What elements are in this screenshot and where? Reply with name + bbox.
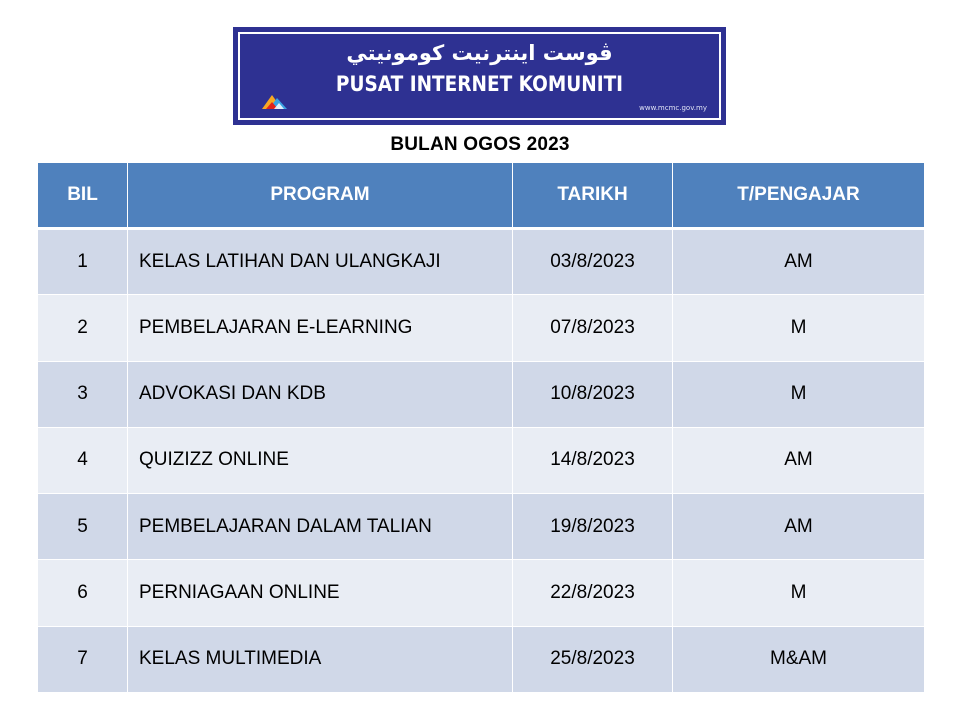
table-row <box>38 229 925 295</box>
banner-jawi-title: ڤوست اينترنيت كومونيتي <box>346 41 613 65</box>
cell-pengajar: M <box>673 295 925 361</box>
mcmc-logo-icon <box>260 89 290 111</box>
cell-tarikh: 03/8/2023 <box>513 229 673 295</box>
cell-program: PEMBELAJARAN DALAM TALIAN <box>128 494 513 560</box>
cell-program: KELAS LATIHAN DAN ULANGKAJI <box>128 229 513 295</box>
cell-pengajar: M <box>673 560 925 626</box>
cell-bil: 3 <box>38 361 128 427</box>
cell-bil: 6 <box>38 560 128 626</box>
header-program: PROGRAM <box>128 163 513 229</box>
cell-tarikh: 07/8/2023 <box>513 295 673 361</box>
cell-tarikh: 10/8/2023 <box>513 361 673 427</box>
cell-pengajar: AM <box>673 229 925 295</box>
cell-program: ADVOKASI DAN KDB <box>128 361 513 427</box>
header-tarikh: TARIKH <box>513 163 673 229</box>
cell-tarikh: 25/8/2023 <box>513 626 673 692</box>
cell-pengajar: M <box>673 361 925 427</box>
banner-title: PUSAT INTERNET KOMUNITI <box>335 72 624 96</box>
cell-pengajar: AM <box>673 427 925 493</box>
cell-bil: 7 <box>38 626 128 692</box>
cell-program: PERNIAGAAN ONLINE <box>128 560 513 626</box>
cell-bil: 4 <box>38 427 128 493</box>
cell-tarikh: 19/8/2023 <box>513 494 673 560</box>
header-bil: BIL <box>38 163 128 229</box>
cell-pengajar: AM <box>673 494 925 560</box>
header-pengajar: T/PENGAJAR <box>673 163 925 229</box>
table-row <box>38 295 925 361</box>
cell-bil: 5 <box>38 494 128 560</box>
cell-bil: 2 <box>38 295 128 361</box>
table-header-row <box>38 163 925 229</box>
cell-tarikh: 22/8/2023 <box>513 560 673 626</box>
banner-frame <box>238 32 721 120</box>
banner-website: www.mcmc.gov.my <box>639 104 707 112</box>
table-row <box>38 626 925 692</box>
cell-pengajar: M&AM <box>673 626 925 692</box>
table-row <box>38 494 925 560</box>
month-heading: BULAN OGOS 2023 <box>390 134 570 155</box>
cell-bil: 1 <box>38 229 128 295</box>
cell-tarikh: 14/8/2023 <box>513 427 673 493</box>
program-schedule-table <box>37 162 925 693</box>
pusat-internet-komuniti-banner <box>233 27 726 125</box>
cell-program: PEMBELAJARAN E-LEARNING <box>128 295 513 361</box>
cell-program: QUIZIZZ ONLINE <box>128 427 513 493</box>
table-row <box>38 361 925 427</box>
table-row <box>38 560 925 626</box>
cell-program: KELAS MULTIMEDIA <box>128 626 513 692</box>
table-row <box>38 427 925 493</box>
